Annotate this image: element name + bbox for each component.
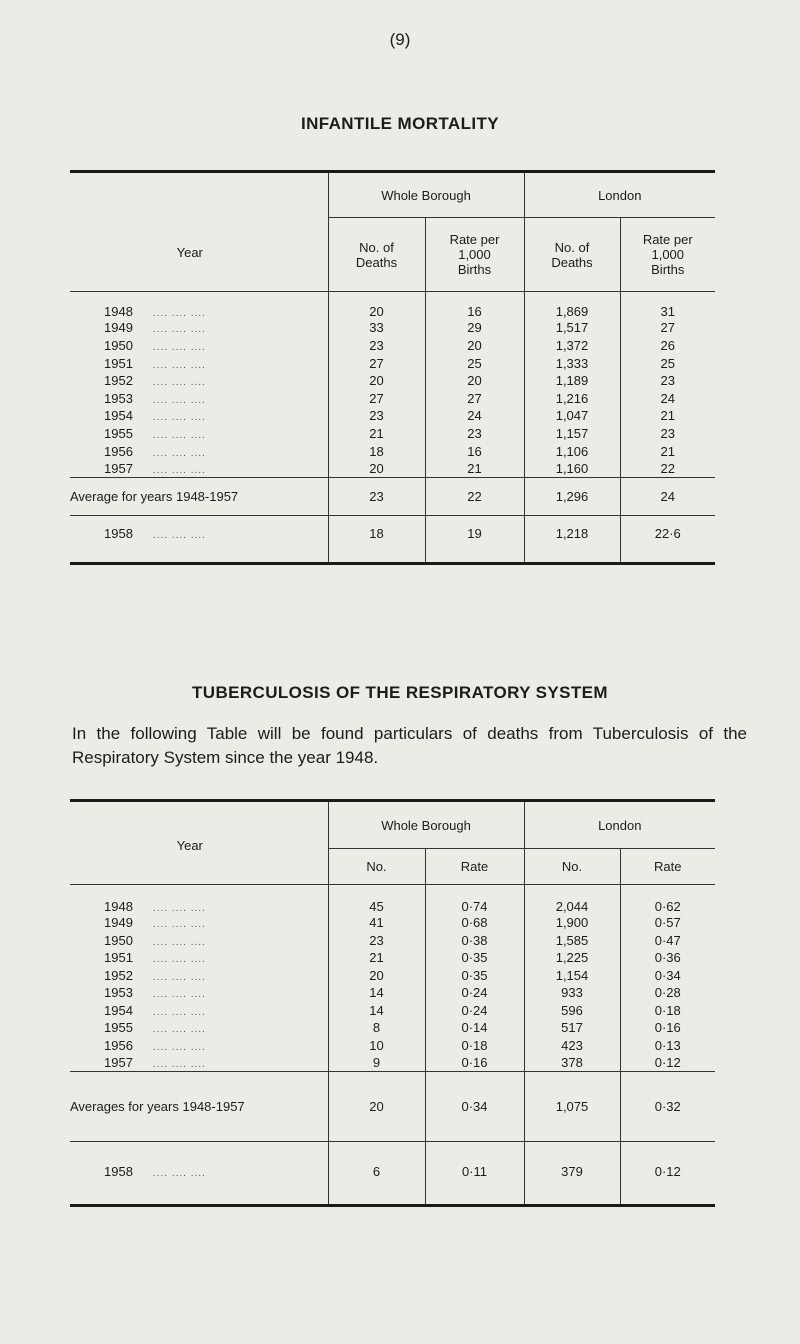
year-cell xyxy=(70,354,328,372)
leader-dots: .... .... .... xyxy=(152,529,206,541)
wb-rate-cell: 0·68 xyxy=(425,914,524,932)
table-row xyxy=(70,407,715,425)
london-rate-cell: 26 xyxy=(620,337,715,355)
london-rate-cell: 0·36 xyxy=(620,949,715,967)
leader-dots: .... .... .... xyxy=(152,377,206,389)
wb-rate-cell: 16 xyxy=(425,292,524,320)
infantile-mortality-title: INFANTILE MORTALITY xyxy=(300,114,500,133)
wb-rate-cell: 0·18 xyxy=(425,1037,524,1055)
year-cell xyxy=(70,914,328,932)
wb-no-cell: 20 xyxy=(328,460,425,478)
wb-rate-cell: 0·24 xyxy=(425,1002,524,1020)
leader-dots: .... .... .... xyxy=(152,429,206,441)
wb-rate-cell: 24 xyxy=(425,407,524,425)
year-label: 1948 xyxy=(104,304,133,320)
year-label: 1954 xyxy=(104,408,133,424)
wb-rate-cell: 20 xyxy=(425,337,524,355)
london-no-cell: 1,075 xyxy=(524,1072,620,1142)
final-year-row xyxy=(70,1142,715,1206)
table-row xyxy=(70,1037,715,1055)
year-label: 1949 xyxy=(104,320,133,336)
wb-no-cell: 14 xyxy=(328,984,425,1002)
london-no-cell: 1,296 xyxy=(524,477,620,515)
table-row xyxy=(70,1019,715,1037)
london-rate-cell: 27 xyxy=(620,319,715,337)
year-label: 1956 xyxy=(104,443,133,459)
table-row xyxy=(70,1054,715,1072)
leader-dots: .... .... .... xyxy=(152,359,206,371)
table-row xyxy=(70,967,715,985)
header-l-rate: Rate per 1,000 Births xyxy=(620,218,715,292)
leader-dots: .... .... .... xyxy=(152,412,206,424)
wb-rate-cell: 16 xyxy=(425,442,524,460)
header-year: Year xyxy=(70,172,328,292)
year-label: 1958 xyxy=(104,525,133,541)
london-rate-cell: 0·13 xyxy=(620,1037,715,1055)
header-year: Year xyxy=(70,801,328,885)
header-whole-borough: Whole Borough xyxy=(328,801,524,849)
year-cell xyxy=(70,292,328,320)
header-whole-borough: Whole Borough xyxy=(328,172,524,218)
leader-dots: .... .... .... xyxy=(152,954,206,966)
leader-dots: .... .... .... xyxy=(152,1168,206,1179)
table-row xyxy=(70,949,715,967)
year-cell xyxy=(70,1142,328,1206)
year-label: 1957 xyxy=(104,460,133,476)
leader-dots: .... .... .... xyxy=(152,919,206,931)
london-rate-cell: 22 xyxy=(620,460,715,478)
table-row xyxy=(70,425,715,443)
london-rate-cell: 0·12 xyxy=(620,1142,715,1206)
header-london: London xyxy=(524,801,715,849)
wb-no-cell: 33 xyxy=(328,319,425,337)
leader-dots: .... .... .... xyxy=(152,971,206,983)
year-cell xyxy=(70,1019,328,1037)
wb-rate-cell: 0·38 xyxy=(425,932,524,950)
london-rate-cell: 0·62 xyxy=(620,885,715,915)
wb-no-cell: 20 xyxy=(328,292,425,320)
wb-no-cell: 21 xyxy=(328,425,425,443)
leader-dots: .... .... .... xyxy=(152,903,206,914)
year-cell xyxy=(70,515,328,563)
london-no-cell: 1,218 xyxy=(524,515,620,563)
table-row xyxy=(70,984,715,1002)
year-cell xyxy=(70,460,328,478)
london-no-cell: 596 xyxy=(524,1002,620,1020)
year-label: 1953 xyxy=(104,390,133,406)
table-row xyxy=(70,354,715,372)
london-rate-cell: 0·28 xyxy=(620,984,715,1002)
london-rate-cell: 22·6 xyxy=(620,515,715,563)
year-cell xyxy=(70,967,328,985)
wb-rate-cell: 25 xyxy=(425,354,524,372)
wb-rate-cell: 0·24 xyxy=(425,984,524,1002)
wb-rate-cell: 19 xyxy=(425,515,524,563)
wb-no-cell: 41 xyxy=(328,914,425,932)
wb-rate-cell: 0·35 xyxy=(425,949,524,967)
wb-no-cell: 18 xyxy=(328,515,425,563)
london-no-cell: 1,333 xyxy=(524,354,620,372)
london-no-cell: 1,216 xyxy=(524,389,620,407)
london-rate-cell: 24 xyxy=(620,477,715,515)
header-wb-rate: Rate xyxy=(425,849,524,885)
wb-rate-cell: 22 xyxy=(425,477,524,515)
london-no-cell: 1,047 xyxy=(524,407,620,425)
wb-no-cell: 23 xyxy=(328,407,425,425)
wb-no-cell: 18 xyxy=(328,442,425,460)
leader-dots: .... .... .... xyxy=(152,394,206,406)
london-rate-cell: 21 xyxy=(620,442,715,460)
table-row xyxy=(70,319,715,337)
wb-no-cell: 20 xyxy=(328,372,425,390)
london-no-cell: 1,585 xyxy=(524,932,620,950)
leader-dots: .... .... .... xyxy=(152,324,206,336)
london-rate-cell: 0·47 xyxy=(620,932,715,950)
wb-rate-cell: 23 xyxy=(425,425,524,443)
table-row xyxy=(70,460,715,478)
london-no-cell: 517 xyxy=(524,1019,620,1037)
wb-no-cell: 45 xyxy=(328,885,425,915)
table-row xyxy=(70,1002,715,1020)
wb-rate-cell: 27 xyxy=(425,389,524,407)
tuberculosis-intro: In the following Table will be found particulars of deaths from Tuberculosis of the Respiratory System since the year 1948. xyxy=(72,724,747,767)
header-wb-no: No. xyxy=(328,849,425,885)
wb-rate-cell: 21 xyxy=(425,460,524,478)
average-label: Average for years 1948-1957 xyxy=(70,477,328,515)
header-london: London xyxy=(524,172,715,218)
london-rate-cell: 0·16 xyxy=(620,1019,715,1037)
year-label: 1950 xyxy=(104,337,133,353)
year-cell xyxy=(70,949,328,967)
year-label: 1951 xyxy=(104,950,133,966)
leader-dots: .... .... .... xyxy=(152,936,206,948)
london-rate-cell: 23 xyxy=(620,372,715,390)
wb-rate-cell: 0·74 xyxy=(425,885,524,915)
wb-no-cell: 6 xyxy=(328,1142,425,1206)
infantile-mortality-table xyxy=(70,170,715,565)
year-cell xyxy=(70,389,328,407)
wb-no-cell: 14 xyxy=(328,1002,425,1020)
london-rate-cell: 0·18 xyxy=(620,1002,715,1020)
london-no-cell: 1,869 xyxy=(524,292,620,320)
london-no-cell: 1,225 xyxy=(524,949,620,967)
wb-no-cell: 23 xyxy=(328,932,425,950)
london-rate-cell: 0·12 xyxy=(620,1054,715,1072)
london-rate-cell: 25 xyxy=(620,354,715,372)
wb-no-cell: 20 xyxy=(328,967,425,985)
year-label: 1954 xyxy=(104,1002,133,1018)
wb-no-cell: 8 xyxy=(328,1019,425,1037)
table-row xyxy=(70,292,715,320)
header-wb-no-deaths: No. of Deaths xyxy=(328,218,425,292)
year-cell xyxy=(70,442,328,460)
wb-no-cell: 27 xyxy=(328,389,425,407)
year-label: 1955 xyxy=(104,425,133,441)
year-label: 1956 xyxy=(104,1037,133,1053)
wb-no-cell: 23 xyxy=(328,477,425,515)
tuberculosis-title: TUBERCULOSIS OF THE RESPIRATORY SYSTEM xyxy=(191,683,608,702)
london-no-cell: 1,517 xyxy=(524,319,620,337)
year-label: 1950 xyxy=(104,932,133,948)
final-year-row xyxy=(70,515,715,563)
average-row xyxy=(70,477,715,515)
london-rate-cell: 31 xyxy=(620,292,715,320)
year-cell xyxy=(70,319,328,337)
year-label: 1958 xyxy=(104,1164,133,1179)
leader-dots: .... .... .... xyxy=(152,1041,206,1053)
london-rate-cell: 0·34 xyxy=(620,967,715,985)
wb-no-cell: 21 xyxy=(328,949,425,967)
leader-dots: .... .... .... xyxy=(152,447,206,459)
wb-rate-cell: 0·16 xyxy=(425,1054,524,1072)
leader-dots: .... .... .... xyxy=(152,464,206,476)
year-label: 1949 xyxy=(104,915,133,931)
year-cell xyxy=(70,932,328,950)
year-label: 1952 xyxy=(104,967,133,983)
wb-rate-cell: 0·34 xyxy=(425,1072,524,1142)
london-no-cell: 2,044 xyxy=(524,885,620,915)
london-no-cell: 423 xyxy=(524,1037,620,1055)
london-no-cell: 933 xyxy=(524,984,620,1002)
table-row xyxy=(70,932,715,950)
leader-dots: .... .... .... xyxy=(152,308,206,320)
london-no-cell: 1,106 xyxy=(524,442,620,460)
wb-no-cell: 27 xyxy=(328,354,425,372)
year-cell xyxy=(70,372,328,390)
year-cell xyxy=(70,885,328,915)
year-label: 1952 xyxy=(104,373,133,389)
london-no-cell: 1,189 xyxy=(524,372,620,390)
tuberculosis-table xyxy=(70,799,715,1207)
wb-rate-cell: 0·11 xyxy=(425,1142,524,1206)
london-rate-cell: 0·32 xyxy=(620,1072,715,1142)
london-rate-cell: 21 xyxy=(620,407,715,425)
wb-no-cell: 9 xyxy=(328,1054,425,1072)
year-cell xyxy=(70,425,328,443)
table-row xyxy=(70,337,715,355)
leader-dots: .... .... .... xyxy=(152,1024,206,1036)
london-no-cell: 1,900 xyxy=(524,914,620,932)
wb-rate-cell: 0·35 xyxy=(425,967,524,985)
average-row xyxy=(70,1072,715,1142)
table-row xyxy=(70,389,715,407)
wb-rate-cell: 29 xyxy=(425,319,524,337)
london-no-cell: 1,372 xyxy=(524,337,620,355)
year-label: 1955 xyxy=(104,1020,133,1036)
london-rate-cell: 0·57 xyxy=(620,914,715,932)
year-cell xyxy=(70,984,328,1002)
wb-no-cell: 10 xyxy=(328,1037,425,1055)
year-cell xyxy=(70,1002,328,1020)
year-cell xyxy=(70,1037,328,1055)
year-label: 1953 xyxy=(104,985,133,1001)
wb-rate-cell: 20 xyxy=(425,372,524,390)
leader-dots: .... .... .... xyxy=(152,1006,206,1018)
header-l-rate: Rate xyxy=(620,849,715,885)
london-no-cell: 378 xyxy=(524,1054,620,1072)
header-l-no-deaths: No. of Deaths xyxy=(524,218,620,292)
header-l-no: No. xyxy=(524,849,620,885)
table-row xyxy=(70,372,715,390)
leader-dots: .... .... .... xyxy=(152,1059,206,1070)
wb-no-cell: 20 xyxy=(328,1072,425,1142)
year-label: 1957 xyxy=(104,1055,133,1070)
year-label: 1951 xyxy=(104,355,133,371)
year-cell xyxy=(70,407,328,425)
wb-rate-cell: 0·14 xyxy=(425,1019,524,1037)
table-row xyxy=(70,442,715,460)
table-row xyxy=(70,914,715,932)
average-label: Averages for years 1948-1957 xyxy=(70,1072,328,1142)
year-cell xyxy=(70,1054,328,1072)
page-number: (9) xyxy=(389,30,411,49)
london-rate-cell: 23 xyxy=(620,425,715,443)
year-label: 1948 xyxy=(104,899,133,914)
london-no-cell: 1,154 xyxy=(524,967,620,985)
header-wb-rate: Rate per 1,000 Births xyxy=(425,218,524,292)
table-row xyxy=(70,885,715,915)
leader-dots: .... .... .... xyxy=(152,989,206,1001)
leader-dots: .... .... .... xyxy=(152,341,206,353)
wb-no-cell: 23 xyxy=(328,337,425,355)
london-no-cell: 379 xyxy=(524,1142,620,1206)
london-no-cell: 1,160 xyxy=(524,460,620,478)
london-no-cell: 1,157 xyxy=(524,425,620,443)
year-cell xyxy=(70,337,328,355)
london-rate-cell: 24 xyxy=(620,389,715,407)
